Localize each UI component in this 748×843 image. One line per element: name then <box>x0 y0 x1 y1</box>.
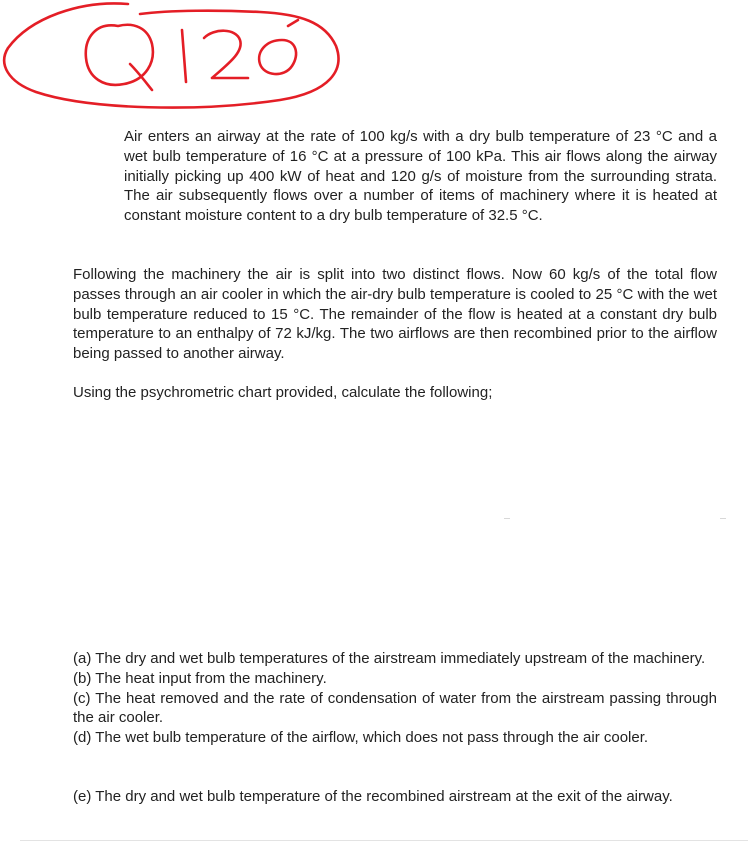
annotation-digit-0 <box>259 40 296 74</box>
flow-split-paragraph: Following the machinery the air is split into two distinct flows. Now 60 kg/s of the total flow passes through an air cooler in which the air-dry bulb temperature is cooled to 25 °C with the wet bulb temperature reduced to 15 °C. The remainder of the flow is heated at a constant dry bulb temperature to an enthalpy of 72 kJ/kg. The two airflows are then recombined prior to the airflow being passed to another airway. <box>73 266 717 363</box>
annotation-zero-tick <box>288 20 298 26</box>
scan-artifact-mark <box>720 518 726 519</box>
question-c: (c) The heat removed and the rate of condensation of water from the airstream passing through the air cooler. <box>73 689 717 727</box>
instruction-line: Using the psychrometric chart provided, calculate the following; <box>73 384 493 401</box>
problem-intro-paragraph: Air enters an airway at the rate of 100 kg/s with a dry bulb temperature of 23 °C and a wet bulb temperature of 16 °C at a pressure of 100 kPa. This air flows along the airway initially picking up 400 kW of heat and 120 g/s of moisture from the surrounding strata. The air subsequently flows over a number of items of machinery where it is heated at constant moisture content to a dry bulb temperature of 32.5 °C. <box>124 128 717 225</box>
scan-artifact-mark <box>504 518 510 519</box>
question-d: (d) The wet bulb temperature of the airflow, which does not pass through the air cooler. <box>73 729 649 747</box>
handwritten-q120-annotation <box>0 0 345 118</box>
annotation-digit-2 <box>204 31 248 78</box>
annotation-circle <box>4 3 338 107</box>
question-e: (e) The dry and wet bulb temperature of the recombined airstream at the exit of the airway. <box>73 788 673 805</box>
question-b: (b) The heat input from the machinery. <box>73 669 327 687</box>
annotation-letter-q <box>86 25 153 85</box>
question-a: (a) The dry and wet bulb temperatures of the airstream immediately upstream of the machinery. <box>73 650 706 667</box>
question-list <box>73 649 717 748</box>
page-bottom-divider <box>20 840 748 841</box>
annotation-digit-1 <box>182 30 186 82</box>
